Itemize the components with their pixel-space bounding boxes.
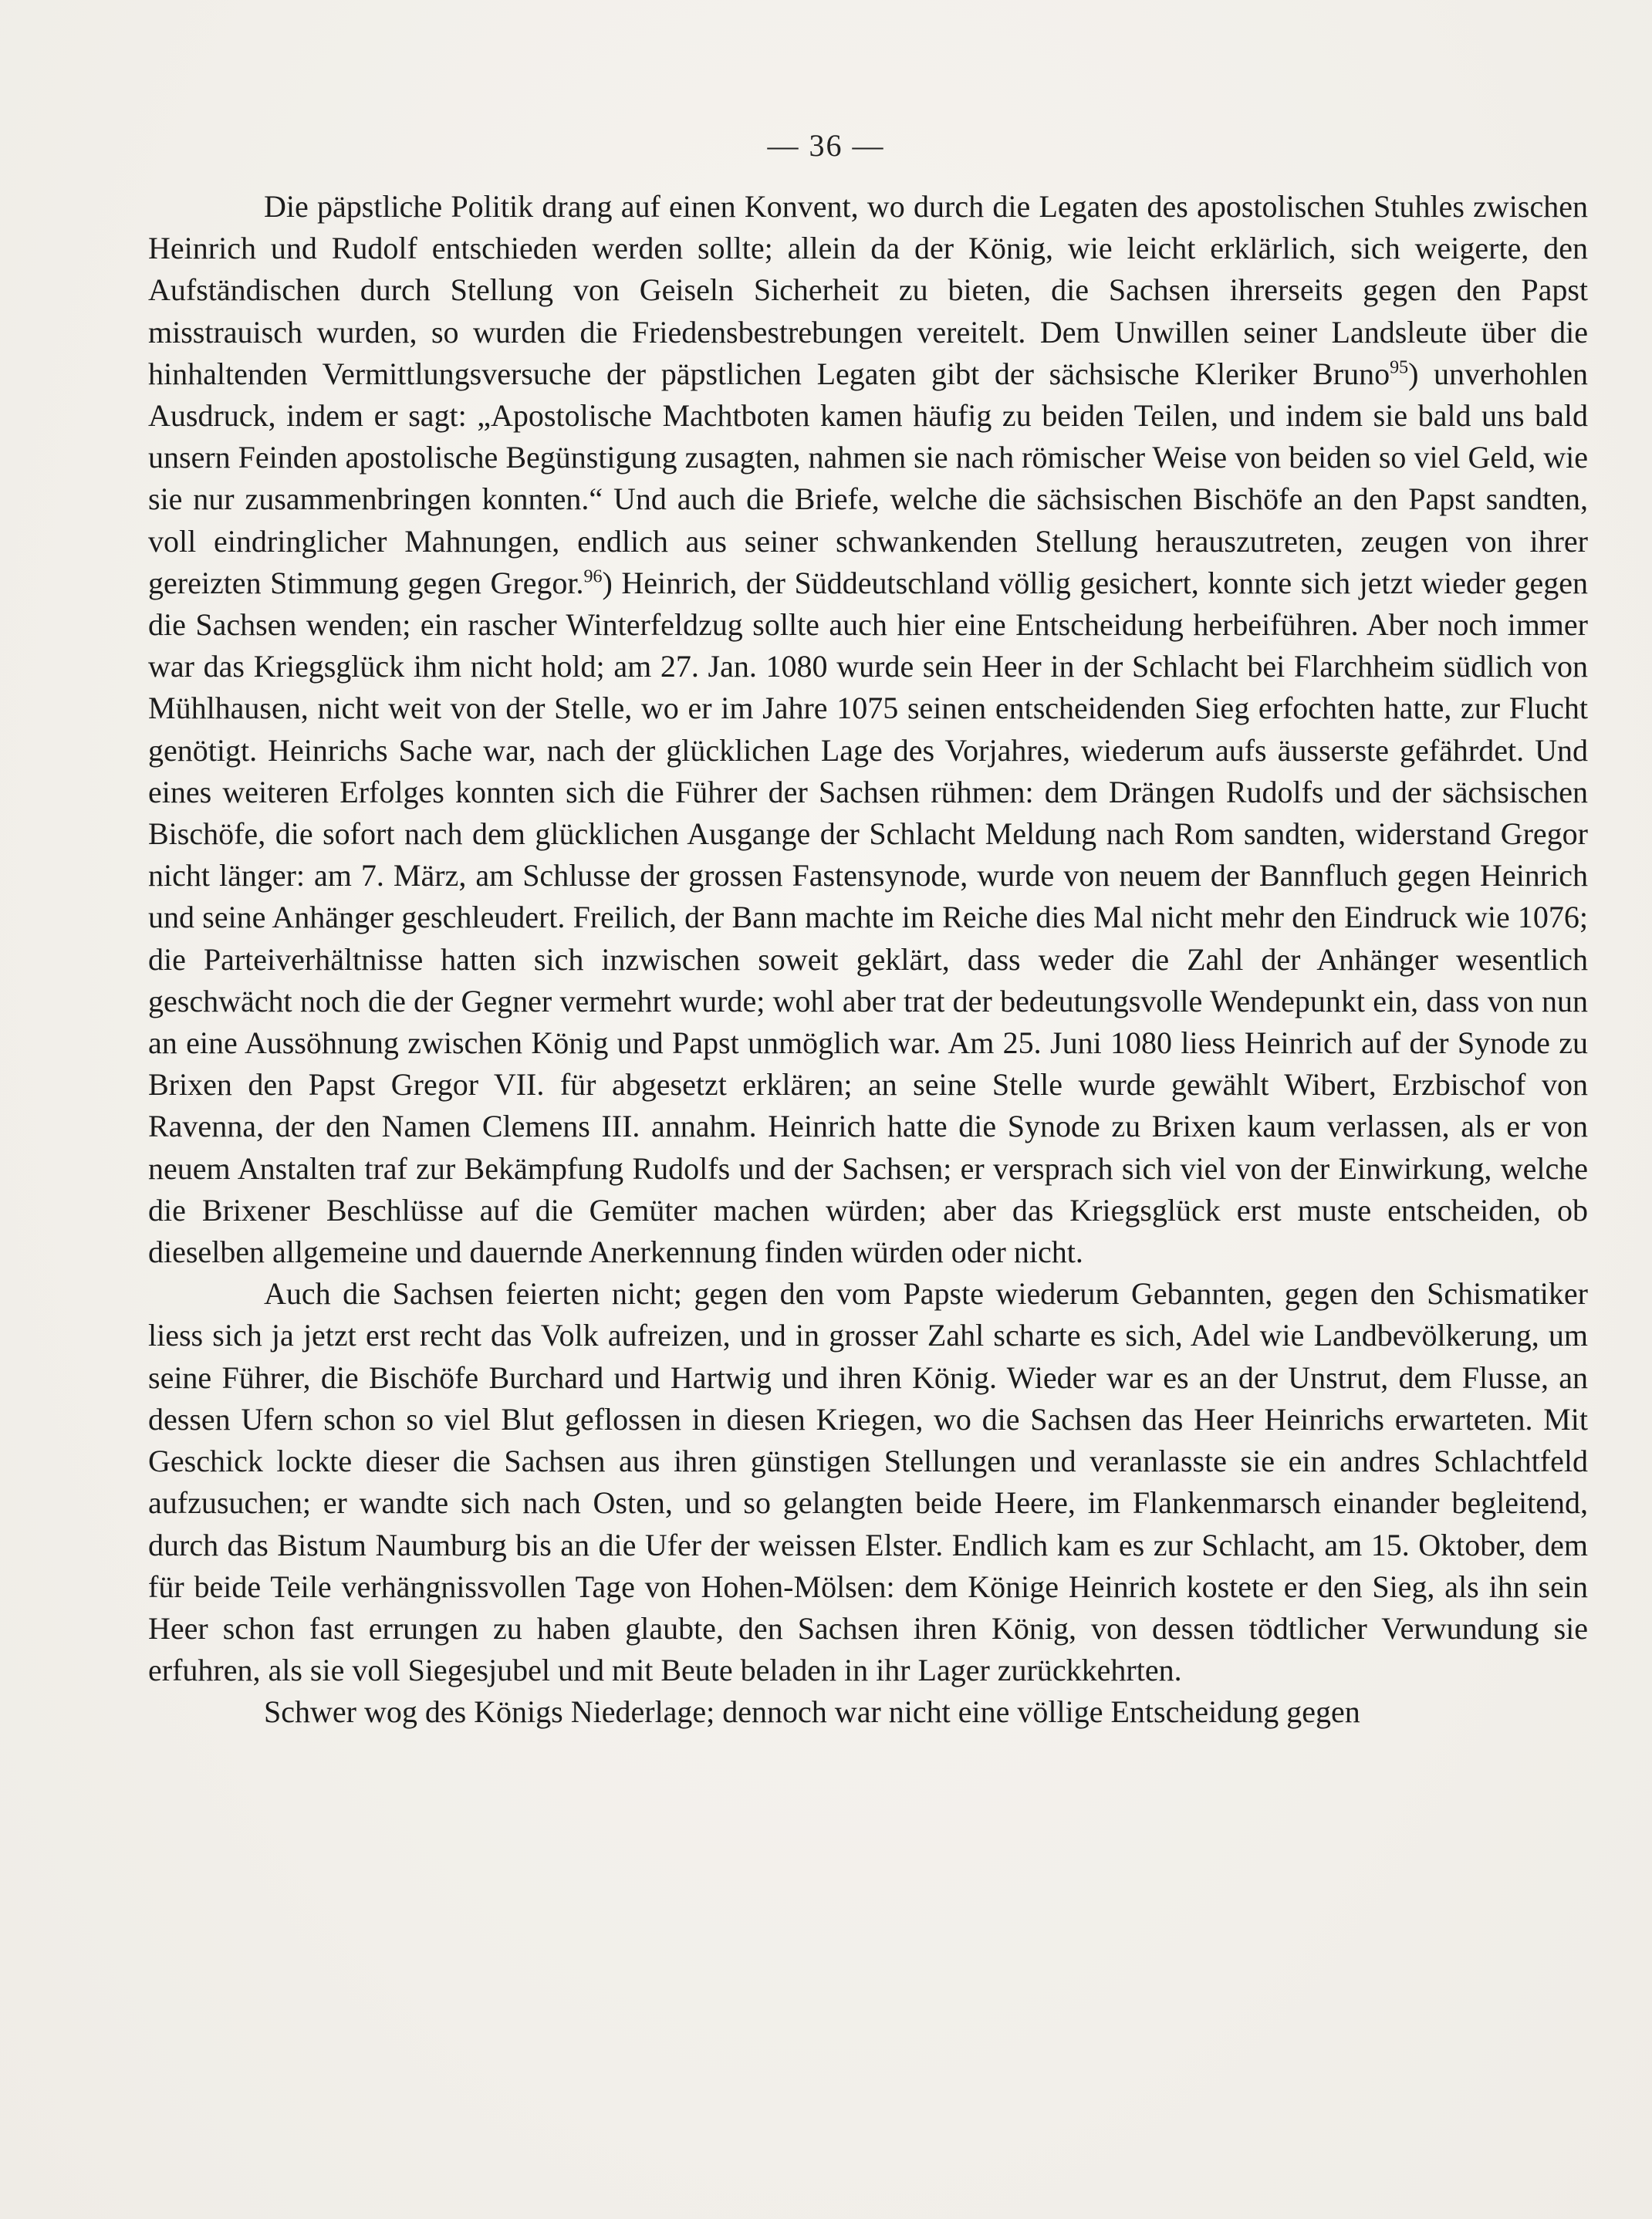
paragraph-3: [148, 1691, 1588, 1733]
page-number: — 36 —: [767, 128, 885, 163]
footnote-ref-95: 95: [1390, 357, 1409, 378]
paragraph-1-text-2: ) unverhohlen Ausdruck, indem er sagt: „Apostolische Machtboten kamen häufig zu beiden Teilen, und indem sie bald uns bald unsern Feinden apostolische Begünstigung zusagten, nahmen sie nach römischer Weise von beiden so viel Geld, wie sie nur zusammenbringen konnten.“ Und auch die Briefe, welche die sächsischen Bischöfe an den Papst sandten, voll eindringlicher Mahnungen, endlich aus seiner schwankenden Stellung herauszutreten, zeugen von ihrer gereizten Stimmung gegen Gregor.: [148, 356, 1588, 600]
paragraph-2: [148, 1273, 1588, 1691]
paragraph-3-text: Schwer wog des Königs Niederlage; dennoch war nicht eine völlige Entscheidung gegen: [264, 1694, 1360, 1730]
body-text: [148, 186, 1588, 1734]
paragraph-1-text-3: ) Heinrich, der Süddeutschland völlig gesichert, konnte sich jetzt wieder gegen die Sachsen wenden; ein rascher Winterfeldzug sollte auch hier eine Entscheidung herbeiführen. Aber noch immer war das Kriegsglück ihm nicht hold; am 27. Jan. 1080 wurde sein Heer in der Schlacht bei Flarchheim südlich von Mühlhausen, nicht weit von der Stelle, wo er im Jahre 1075 seinen entscheidenden Sieg erfochten hatte, zur Flucht genötigt. Heinrichs Sache war, nach der glücklichen Lage des Vorjahres, wiederum aufs äusserste gefährdet. Und eines weiteren Erfolges konnten sich die Führer der Sachsen rühmen: dem Drängen Rudolfs und der sächsischen Bischöfe, die sofort nach dem glücklichen Ausgange der Schlacht Meldung nach Rom sandten, widerstand Gregor nicht länger: am 7. März, am Schlusse der grossen Fastensynode, wurde von neuem der Bannfluch gegen Heinrich und seine Anhänger geschleudert. Freilich, der Bann machte im Reiche dies Mal nicht mehr den Eindruck wie 1076; die Parteiverhältnisse hatten sich inzwischen soweit geklärt, dass weder die Zahl der Anhänger wesentlich geschwächt noch die der Gegner vermehrt wurde; wohl aber trat der bedeutungsvolle Wendepunkt ein, dass von nun an eine Aussöhnung zwischen König und Papst unmöglich war. Am 25. Juni 1080 liess Heinrich auf der Synode zu Brixen den Papst Gregor VII. für abgesetzt erklären; an seine Stelle wurde gewählt Wibert, Erzbischof von Ravenna, der den Namen Clemens III. annahm. Heinrich hatte die Synode zu Brixen kaum verlassen, als er von neuem Anstalten traf zur Bekämpfung Rudolfs und der Sachsen; er versprach sich viel von der Einwirkung, welche die Brixener Beschlüsse auf die Gemüter machen würden; aber das Kriegsglück erst muste entscheiden, ob dieselben allgemeine und dauernde Anerkennung finden würden oder nicht.: [148, 565, 1588, 1270]
footnote-ref-96: 96: [583, 566, 603, 587]
paragraph-1-text-1: Die päpstliche Politik drang auf einen Konvent, wo durch die Legaten des apostolischen Stuhles zwischen Heinrich und Rudolf entschieden werden sollte; allein da der König, wie leicht erklärlich, sich weigerte, den Aufständischen durch Stellung von Geiseln Sicherheit zu bieten, die Sachsen ihrerseits gegen den Papst misstrauisch wurden, so wurden die Friedensbestrebungen vereitelt. Dem Unwillen seiner Landsleute über die hinhaltenden Vermittlungsversuche der päpstlichen Legaten gibt der sächsische Kleriker Bruno: [148, 189, 1588, 391]
paragraph-1: [148, 186, 1588, 1273]
paragraph-2-text: Auch die Sachsen feierten nicht; gegen den vom Papste wiederum Gebannten, gegen den Schismatiker liess sich ja jetzt erst recht das Volk aufreizen, und in grosser Zahl scharte es sich, Adel wie Landbevölkerung, um seine Führer, die Bischöfe Burchard und Hartwig und ihren König. Wieder war es an der Unstrut, dem Flusse, an dessen Ufern schon so viel Blut geflossen in diesen Kriegen, wo die Sachsen das Heer Heinrichs erwarteten. Mit Geschick lockte dieser die Sachsen aus ihren günstigen Stellungen und veranlasste sie ein andres Schlachtfeld aufzusuchen; er wandte sich nach Osten, und so gelangten beide Heere, im Flankenmarsch einander begleitend, durch das Bistum Naumburg bis an die Ufer der weissen Elster. Endlich kam es zur Schlacht, am 15. Oktober, dem für beide Teile verhängnissvollen Tage von Hohen-Mölsen: dem Könige Heinrich kostete er den Sieg, als ihn sein Heer schon fast errungen zu haben glaubte, den Sachsen ihren König, von dessen tödtlicher Verwundung sie erfuhren, als sie voll Siegesjubel und mit Beute beladen in ihr Lager zurückkehrten.: [148, 1276, 1588, 1688]
